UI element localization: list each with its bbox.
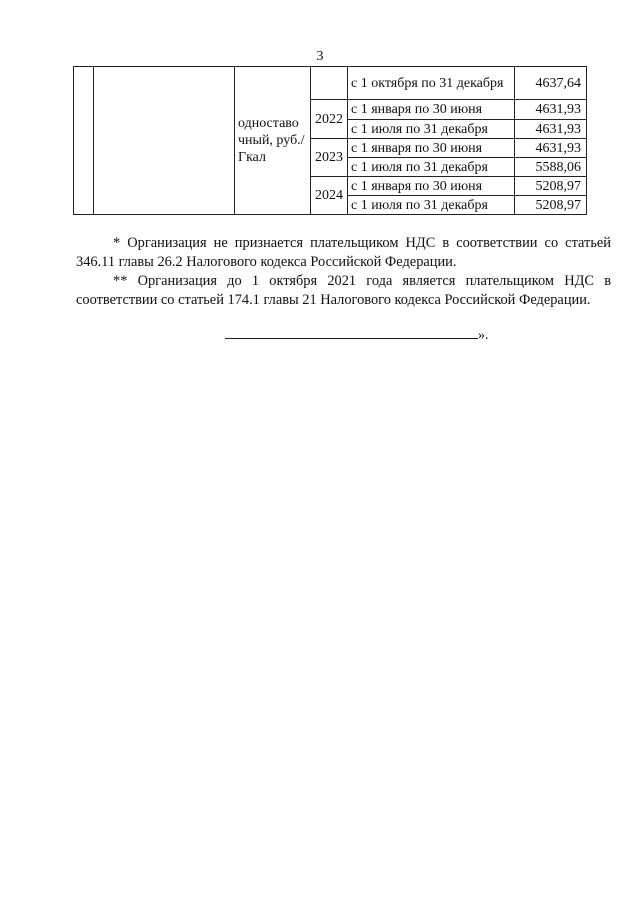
closing-line	[225, 326, 489, 344]
page-number: 3	[316, 49, 324, 64]
footnotes	[76, 234, 611, 310]
value-cell: 4631,93	[515, 120, 587, 139]
value-cell: 5588,06	[515, 158, 587, 177]
year-cell: 2023	[311, 139, 348, 177]
closing-quote: ».	[478, 328, 489, 343]
value-cell: 4631,93	[515, 100, 587, 120]
empty-cell-number	[74, 67, 94, 215]
value-cell: 4637,64	[515, 67, 587, 100]
period-cell: с 1 июля по 31 декабря	[348, 158, 515, 177]
empty-cell-name	[94, 67, 235, 215]
table-row	[74, 67, 587, 100]
tariff-table	[73, 66, 587, 215]
period-cell: с 1 января по 30 июня	[348, 177, 515, 196]
footnote-vat-payer: ** Организация до 1 октября 2021 года является плательщиком НДС в соответствии со статьей 174.1 главы 21 Налогового кодекса Российской Федерации.	[76, 273, 611, 308]
blank-rule	[225, 326, 478, 339]
year-cell	[311, 67, 348, 100]
footnote-vat-exempt: * Организация не признается плательщиком НДС в соответствии со статьей 346.11 главы 26.2 Налогового кодекса Российской Федерации.	[76, 235, 611, 270]
period-cell: с 1 января по 30 июня	[348, 100, 515, 120]
period-cell: с 1 января по 30 июня	[348, 139, 515, 158]
year-cell: 2022	[311, 100, 348, 139]
year-cell: 2024	[311, 177, 348, 215]
value-cell: 5208,97	[515, 196, 587, 215]
value-cell: 4631,93	[515, 139, 587, 158]
period-cell: с 1 июля по 31 декабря	[348, 120, 515, 139]
period-cell: с 1 октября по 31 декабря	[348, 67, 515, 100]
period-cell: с 1 июля по 31 декабря	[348, 196, 515, 215]
value-cell: 5208,97	[515, 177, 587, 196]
unit-cell: одноставо чный, руб./Гкал	[235, 67, 311, 215]
